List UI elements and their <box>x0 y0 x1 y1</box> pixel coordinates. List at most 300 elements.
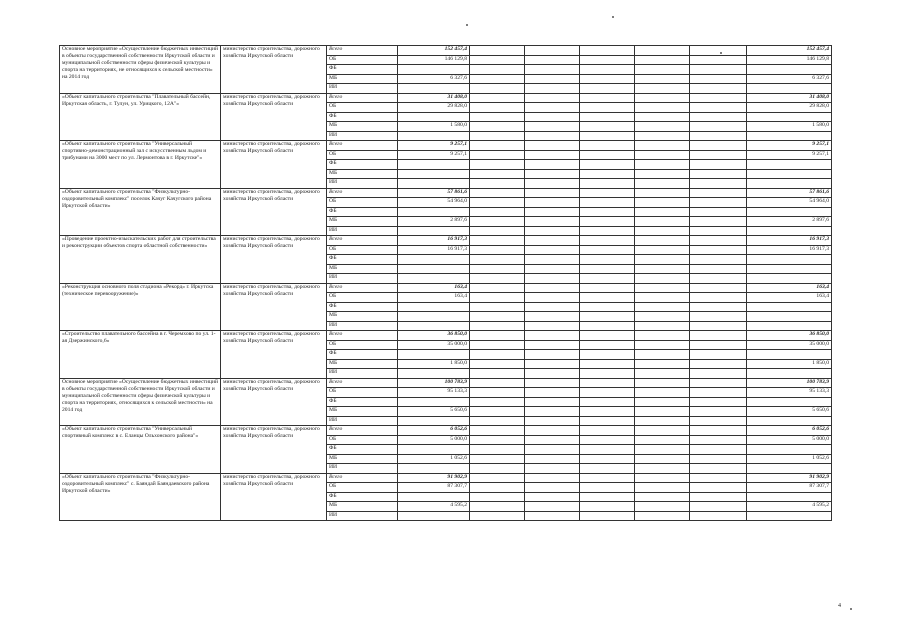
year-value-empty <box>580 84 635 94</box>
year-value-empty <box>690 179 747 189</box>
year-value-empty <box>525 245 580 255</box>
year-value-empty <box>470 274 525 284</box>
value-2014 <box>398 255 470 265</box>
year-value-empty <box>525 435 580 445</box>
value-2014 <box>398 397 470 407</box>
year-value-empty <box>635 55 690 65</box>
year-value-empty <box>690 321 747 331</box>
funding-source-code: ИИ <box>327 369 398 379</box>
year-value-empty <box>635 378 690 388</box>
year-value-empty <box>470 464 525 474</box>
year-value-empty <box>690 416 747 426</box>
value-2014 <box>398 264 470 274</box>
year-value-empty <box>635 236 690 246</box>
funding-source-code: МБ <box>327 74 398 84</box>
year-value-empty <box>580 207 635 217</box>
year-value-empty <box>580 312 635 322</box>
year-value-empty <box>470 397 525 407</box>
year-value-empty <box>635 179 690 189</box>
value-total: 16 917,3 <box>747 236 832 246</box>
year-value-empty <box>690 131 747 141</box>
year-value-empty <box>635 340 690 350</box>
value-total <box>747 492 832 502</box>
funding-source-code: МБ <box>327 122 398 132</box>
funding-source-code: ФБ <box>327 397 398 407</box>
value-total: 95 133,3 <box>747 388 832 398</box>
year-value-empty <box>635 454 690 464</box>
funding-source-code: ФБ <box>327 160 398 170</box>
year-value-empty <box>525 65 580 75</box>
value-total <box>747 169 832 179</box>
value-total: 91 902,9 <box>747 473 832 483</box>
year-value-empty <box>580 264 635 274</box>
event-name: Основное мероприятие «Осуществление бюджетных инвестиций в объекты государственной собственности Иркутской области и муниципальной собственности сферы физической культуры и спорта на территориях, не относящихся к сельской местности» на 2014 год <box>60 46 221 94</box>
year-value-empty <box>470 122 525 132</box>
year-value-empty <box>690 502 747 512</box>
year-value-empty <box>690 293 747 303</box>
year-value-empty <box>525 55 580 65</box>
year-value-empty <box>580 274 635 284</box>
year-value-empty <box>635 226 690 236</box>
value-total <box>747 131 832 141</box>
year-value-empty <box>580 65 635 75</box>
year-value-empty <box>470 179 525 189</box>
value-total: 4 595,2 <box>747 502 832 512</box>
year-value-empty <box>580 293 635 303</box>
value-total: 1 850,0 <box>747 359 832 369</box>
year-value-empty <box>580 359 635 369</box>
year-value-empty <box>470 331 525 341</box>
value-2014: 9 257,1 <box>398 150 470 160</box>
year-value-empty <box>635 188 690 198</box>
funding-source-code: Всего <box>327 188 398 198</box>
table-row <box>60 236 832 246</box>
funding-source-code: ФБ <box>327 112 398 122</box>
year-value-empty <box>635 483 690 493</box>
value-total: 16 917,3 <box>747 245 832 255</box>
funding-source-code: Всего <box>327 141 398 151</box>
value-total <box>747 207 832 217</box>
year-value-empty <box>580 473 635 483</box>
year-value-empty <box>525 378 580 388</box>
value-2014: 1 052,6 <box>398 454 470 464</box>
value-2014: 163,4 <box>398 293 470 303</box>
year-value-empty <box>635 217 690 227</box>
year-value-empty <box>525 473 580 483</box>
year-value-empty <box>580 407 635 417</box>
year-value-empty <box>580 169 635 179</box>
year-value-empty <box>690 141 747 151</box>
year-value-empty <box>470 454 525 464</box>
value-2014 <box>398 350 470 360</box>
value-total <box>747 274 832 284</box>
year-value-empty <box>635 407 690 417</box>
value-2014: 54 964,0 <box>398 198 470 208</box>
year-value-empty <box>635 84 690 94</box>
year-value-empty <box>635 274 690 284</box>
year-value-empty <box>690 359 747 369</box>
funding-source-code: ИИ <box>327 131 398 141</box>
year-value-empty <box>525 112 580 122</box>
event-name: «Реконструкция основного поля стадиона «Рекорд» г. Иркутска (техническое перевооружение)» <box>60 283 221 331</box>
table-row <box>60 93 832 103</box>
year-value-empty <box>470 302 525 312</box>
year-value-empty <box>470 74 525 84</box>
value-total: 87 307,7 <box>747 483 832 493</box>
value-total <box>747 264 832 274</box>
funding-source-code: МБ <box>327 454 398 464</box>
year-value-empty <box>580 179 635 189</box>
year-value-empty <box>470 141 525 151</box>
year-value-empty <box>690 65 747 75</box>
year-value-empty <box>690 169 747 179</box>
funding-source-code: ИИ <box>327 274 398 284</box>
funding-source-code: Всего <box>327 236 398 246</box>
year-value-empty <box>470 435 525 445</box>
funding-source-code: МБ <box>327 217 398 227</box>
value-total: 29 828,0 <box>747 103 832 113</box>
funding-source-code: Всего <box>327 331 398 341</box>
year-value-empty <box>525 198 580 208</box>
value-total <box>747 226 832 236</box>
year-value-empty <box>580 426 635 436</box>
year-value-empty <box>470 226 525 236</box>
year-value-empty <box>525 293 580 303</box>
year-value-empty <box>690 74 747 84</box>
year-value-empty <box>470 473 525 483</box>
year-value-empty <box>635 416 690 426</box>
year-value-empty <box>635 207 690 217</box>
event-name: «Объект капитального строительства "Универсальный спортивный комплекс в с. Еланцы Ольхонского района"» <box>60 426 221 474</box>
funding-source-code: ФБ <box>327 350 398 360</box>
year-value-empty <box>525 236 580 246</box>
year-value-empty <box>580 236 635 246</box>
year-value-empty <box>580 416 635 426</box>
year-value-empty <box>470 112 525 122</box>
year-value-empty <box>580 350 635 360</box>
value-total <box>747 179 832 189</box>
value-2014: 57 861,6 <box>398 188 470 198</box>
year-value-empty <box>470 103 525 113</box>
year-value-empty <box>580 160 635 170</box>
value-2014 <box>398 226 470 236</box>
table-row <box>60 426 832 436</box>
year-value-empty <box>525 188 580 198</box>
year-value-empty <box>470 169 525 179</box>
year-value-empty <box>470 350 525 360</box>
value-total: 36 850,0 <box>747 331 832 341</box>
year-value-empty <box>580 198 635 208</box>
funding-source-code: МБ <box>327 264 398 274</box>
year-value-empty <box>580 217 635 227</box>
year-value-empty <box>470 511 525 521</box>
executor-name: министерство строительства, дорожного хозяйства Иркутской области <box>221 426 327 474</box>
scan-speck <box>850 608 852 610</box>
year-value-empty <box>635 331 690 341</box>
funding-source-code: ИИ <box>327 321 398 331</box>
year-value-empty <box>580 46 635 56</box>
year-value-empty <box>635 122 690 132</box>
year-value-empty <box>635 426 690 436</box>
value-2014: 36 850,0 <box>398 331 470 341</box>
year-value-empty <box>580 188 635 198</box>
year-value-empty <box>635 74 690 84</box>
year-value-empty <box>525 397 580 407</box>
year-value-empty <box>580 378 635 388</box>
event-name: «Объект капитального строительства "Плавательный бассейн, Иркутская область, г. Тулун, ул. Урицкого, 12А"» <box>60 93 221 141</box>
year-value-empty <box>635 141 690 151</box>
event-name: «Строительство плавательного бассейна в г. Черемхово по ул. 1-ая Дзержинского,6» <box>60 331 221 379</box>
year-value-empty <box>635 464 690 474</box>
year-value-empty <box>580 388 635 398</box>
event-name: «Объект капитального строительства "Физкультурно-оздоровительный комплекс" с. Баяндай Баяндаевского района Иркутской области» <box>60 473 221 521</box>
funding-source-code: ОБ <box>327 55 398 65</box>
funding-source-code: Всего <box>327 473 398 483</box>
year-value-empty <box>470 55 525 65</box>
year-value-empty <box>470 388 525 398</box>
value-2014: 1 580,0 <box>398 122 470 132</box>
value-total: 152 457,4 <box>747 46 832 56</box>
event-name: «Объект капитального строительства "Универсальный спортивно-демонстрационный зал с искусственным льдом и трибунами на 3000 мест по ул. Лермонтова в г. Иркутске"» <box>60 141 221 189</box>
value-total: 146 129,8 <box>747 55 832 65</box>
year-value-empty <box>635 103 690 113</box>
year-value-empty <box>525 312 580 322</box>
year-value-empty <box>525 359 580 369</box>
year-value-empty <box>690 464 747 474</box>
year-value-empty <box>470 255 525 265</box>
year-value-empty <box>470 359 525 369</box>
year-value-empty <box>470 150 525 160</box>
year-value-empty <box>525 426 580 436</box>
value-2014 <box>398 179 470 189</box>
year-value-empty <box>470 217 525 227</box>
event-name: «Проведение проектно-изыскательских работ для строительства и реконструкции объектов спорта областной собственности» <box>60 236 221 284</box>
year-value-empty <box>580 445 635 455</box>
year-value-empty <box>580 331 635 341</box>
year-value-empty <box>690 350 747 360</box>
year-value-empty <box>690 283 747 293</box>
funding-source-code: ИИ <box>327 464 398 474</box>
value-2014: 16 917,3 <box>398 236 470 246</box>
value-total <box>747 312 832 322</box>
year-value-empty <box>635 302 690 312</box>
year-value-empty <box>635 131 690 141</box>
year-value-empty <box>690 454 747 464</box>
year-value-empty <box>470 492 525 502</box>
year-value-empty <box>690 84 747 94</box>
value-2014: 5 000,0 <box>398 435 470 445</box>
table-row <box>60 331 832 341</box>
funding-source-code: Всего <box>327 46 398 56</box>
page-number: 4 <box>838 603 841 609</box>
year-value-empty <box>525 141 580 151</box>
funding-source-code: ИИ <box>327 511 398 521</box>
year-value-empty <box>580 302 635 312</box>
year-value-empty <box>470 188 525 198</box>
year-value-empty <box>690 103 747 113</box>
year-value-empty <box>690 511 747 521</box>
year-value-empty <box>580 245 635 255</box>
value-total: 6 052,6 <box>747 426 832 436</box>
year-value-empty <box>470 245 525 255</box>
value-2014: 91 902,9 <box>398 473 470 483</box>
year-value-empty <box>690 331 747 341</box>
value-total: 31 408,0 <box>747 93 832 103</box>
table-row <box>60 188 832 198</box>
year-value-empty <box>525 74 580 84</box>
value-2014: 31 408,0 <box>398 93 470 103</box>
funding-source-code: МБ <box>327 312 398 322</box>
year-value-empty <box>580 55 635 65</box>
year-value-empty <box>470 283 525 293</box>
year-value-empty <box>690 407 747 417</box>
executor-name: министерство строительства, дорожного хозяйства Иркутской области <box>221 473 327 521</box>
year-value-empty <box>690 122 747 132</box>
year-value-empty <box>690 435 747 445</box>
value-2014 <box>398 131 470 141</box>
year-value-empty <box>635 198 690 208</box>
year-value-empty <box>525 502 580 512</box>
budget-table <box>59 45 832 521</box>
year-value-empty <box>690 55 747 65</box>
year-value-empty <box>635 502 690 512</box>
funding-source-code: МБ <box>327 359 398 369</box>
year-value-empty <box>580 321 635 331</box>
executor-name: министерство строительства, дорожного хозяйства Иркутской области <box>221 283 327 331</box>
value-2014 <box>398 416 470 426</box>
value-2014 <box>398 464 470 474</box>
value-2014 <box>398 492 470 502</box>
value-2014: 163,4 <box>398 283 470 293</box>
year-value-empty <box>470 407 525 417</box>
year-value-empty <box>525 321 580 331</box>
value-total: 1 052,6 <box>747 454 832 464</box>
year-value-empty <box>580 397 635 407</box>
year-value-empty <box>690 188 747 198</box>
value-total <box>747 369 832 379</box>
year-value-empty <box>580 454 635 464</box>
year-value-empty <box>635 492 690 502</box>
year-value-empty <box>470 369 525 379</box>
value-total: 54 964,0 <box>747 198 832 208</box>
value-2014 <box>398 160 470 170</box>
funding-source-code: ОБ <box>327 483 398 493</box>
funding-source-code: ОБ <box>327 293 398 303</box>
value-2014 <box>398 169 470 179</box>
year-value-empty <box>690 150 747 160</box>
year-value-empty <box>525 46 580 56</box>
year-value-empty <box>635 150 690 160</box>
value-total <box>747 445 832 455</box>
year-value-empty <box>580 283 635 293</box>
year-value-empty <box>525 84 580 94</box>
year-value-empty <box>690 93 747 103</box>
year-value-empty <box>580 369 635 379</box>
year-value-empty <box>690 274 747 284</box>
year-value-empty <box>690 198 747 208</box>
funding-source-code: ОБ <box>327 245 398 255</box>
year-value-empty <box>690 255 747 265</box>
value-total <box>747 397 832 407</box>
year-value-empty <box>690 160 747 170</box>
year-value-empty <box>525 103 580 113</box>
year-value-empty <box>635 255 690 265</box>
year-value-empty <box>525 388 580 398</box>
year-value-empty <box>525 511 580 521</box>
year-value-empty <box>690 312 747 322</box>
table-row <box>60 378 832 388</box>
year-value-empty <box>580 340 635 350</box>
value-total: 1 580,0 <box>747 122 832 132</box>
funding-source-code: Всего <box>327 93 398 103</box>
year-value-empty <box>635 46 690 56</box>
year-value-empty <box>470 416 525 426</box>
value-total <box>747 302 832 312</box>
year-value-empty <box>525 207 580 217</box>
value-2014: 100 783,9 <box>398 378 470 388</box>
funding-source-code: ИИ <box>327 416 398 426</box>
year-value-empty <box>525 454 580 464</box>
funding-source-code: ОБ <box>327 103 398 113</box>
year-value-empty <box>635 264 690 274</box>
value-2014 <box>398 274 470 284</box>
year-value-empty <box>470 378 525 388</box>
funding-source-code: ФБ <box>327 492 398 502</box>
year-value-empty <box>470 264 525 274</box>
funding-source-code: МБ <box>327 169 398 179</box>
value-2014 <box>398 445 470 455</box>
year-value-empty <box>690 46 747 56</box>
value-total <box>747 321 832 331</box>
year-value-empty <box>580 103 635 113</box>
year-value-empty <box>525 122 580 132</box>
value-2014: 152 457,4 <box>398 46 470 56</box>
year-value-empty <box>470 312 525 322</box>
funding-source-code: ФБ <box>327 445 398 455</box>
year-value-empty <box>525 369 580 379</box>
value-2014 <box>398 65 470 75</box>
value-total <box>747 255 832 265</box>
year-value-empty <box>470 321 525 331</box>
value-total: 9 257,1 <box>747 150 832 160</box>
year-value-empty <box>690 388 747 398</box>
year-value-empty <box>470 46 525 56</box>
year-value-empty <box>635 65 690 75</box>
value-2014: 95 133,3 <box>398 388 470 398</box>
executor-name: министерство строительства, дорожного хозяйства Иркутской области <box>221 236 327 284</box>
funding-source-code: ИИ <box>327 179 398 189</box>
year-value-empty <box>635 112 690 122</box>
year-value-empty <box>525 255 580 265</box>
year-value-empty <box>525 274 580 284</box>
value-total: 2 897,6 <box>747 217 832 227</box>
event-name: Основное мероприятие «Осуществление бюджетных инвестиций в объекты государственной собственности Иркутской области и муниципальной собственности сферы физической культуры и спорта на территориях, относящихся к сельской местности» на 2014 год <box>60 378 221 426</box>
value-2014: 9 257,1 <box>398 141 470 151</box>
funding-source-code: ОБ <box>327 388 398 398</box>
value-total <box>747 350 832 360</box>
scan-speck <box>466 24 468 26</box>
year-value-empty <box>635 321 690 331</box>
value-2014 <box>398 302 470 312</box>
value-2014 <box>398 369 470 379</box>
year-value-empty <box>690 378 747 388</box>
year-value-empty <box>690 264 747 274</box>
year-value-empty <box>580 141 635 151</box>
year-value-empty <box>690 217 747 227</box>
value-total <box>747 511 832 521</box>
funding-source-code: ОБ <box>327 150 398 160</box>
scan-speck <box>720 52 722 54</box>
